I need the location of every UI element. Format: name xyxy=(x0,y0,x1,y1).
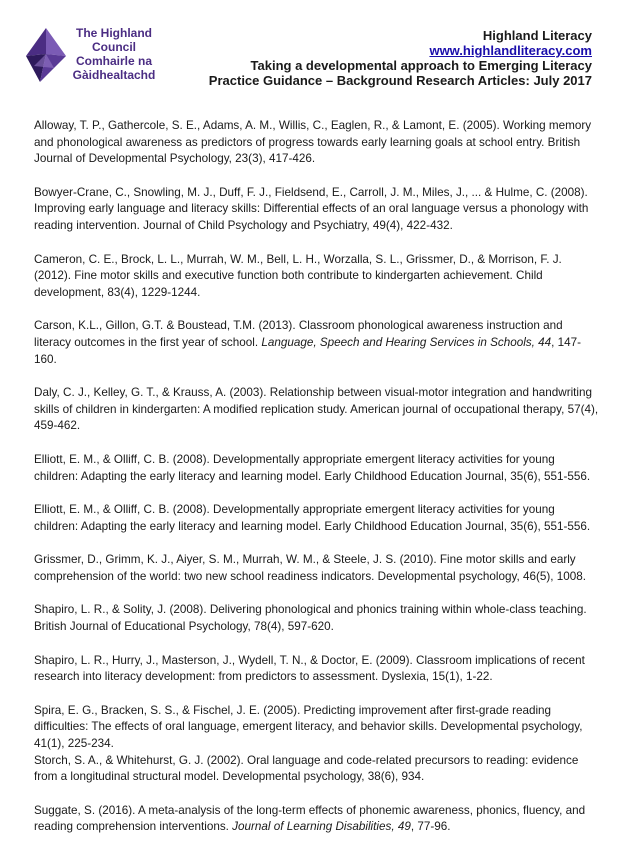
reference-text: Elliott, E. M., & Olliff, C. B. (2008). Developmentally appropriate emergent literacy activities for young children: Adapting the early literacy and learning model. Early Childhood Education Journal, 35(6), 551-556. xyxy=(34,503,591,533)
header-url-link[interactable]: www.highlandliteracy.com xyxy=(429,43,592,58)
reference-entry xyxy=(34,703,599,753)
reference-text: Grissmer, D., Grimm, K. J., Aiyer, S. M., Murrah, W. M., & Steele, J. S. (2010). Fine motor skills and early comprehension of the world: two new school readiness indicators. Developmental psychology, 46(5), 1008. xyxy=(34,553,586,583)
council-logo-icon xyxy=(24,26,68,84)
logo-line-3: Comhairle na xyxy=(75,54,153,68)
logo-line-1: The Highland xyxy=(76,26,152,40)
council-logo xyxy=(24,26,164,86)
header-subtitle-2: Practice Guidance – Background Research Articles: July 2017 xyxy=(208,73,592,88)
reference-text: Shapiro, L. R., Hurry, J., Masterson, J., Wydell, T. N., & Doctor, E. (2009). Classroom implications of recent research into literacy development: from predictors to assessment. Dyslexia, 15(1), 1-22. xyxy=(34,653,585,684)
reference-text: Carson, K.L., Gillon, G.T. & Boustead, T.M. (2013). Classroom phonological awareness instruction and literacy outcomes in the first year of school. xyxy=(34,319,563,349)
reference-text: Cameron, C. E., Brock, L. L., Murrah, W. M., Bell, L. H., Worzalla, S. L., Grissmer, D., & Morrison, F. J. (2012). Fine motor skills and executive function both contribute to kindergarten achievement. Child development, 83(4), 1229-1244. xyxy=(34,252,562,299)
reference-entry xyxy=(34,385,599,435)
reference-entry xyxy=(34,653,599,686)
reference-text: Shapiro, L. R., & Solity, J. (2008). Delivering phonological and phonics training within whole-class teaching. British Journal of Educational Psychology, 78(4), 597-620. xyxy=(34,603,587,634)
reference-journal: Language, Speech and Hearing Services in Schools, 44 xyxy=(261,335,552,349)
reference-entry xyxy=(34,552,599,585)
reference-journal: Journal of Learning Disabilities, 49 xyxy=(232,820,411,834)
reference-text: Elliott, E. M., & Olliff, C. B. (2008). Developmentally appropriate emergent literacy activities for young children: Adapting the early literacy and learning model. Early Childhood Education Journal, 35(6), 551-556. xyxy=(34,452,591,483)
reference-entry xyxy=(34,318,599,368)
reference-text: Suggate, S. (2016). A meta-analysis of the long-term effects of phonemic awareness, phonics, fluency, and reading comprehension interventions. xyxy=(34,803,586,834)
council-logo-text xyxy=(64,26,164,82)
reference-entry xyxy=(34,502,599,535)
reference-text: Spira, E. G., Bracken, S. S., & Fischel, J. E. (2005). Predicting improvement after first-grade reading difficulties: The effects of oral language, emergent literacy, and behavior skills. Developmental psychology, 41(1), 225-234. xyxy=(34,703,583,751)
reference-entry xyxy=(34,602,599,635)
reference-text: Storch, S. A., & Whitehurst, G. J. (2002). Oral language and code-related precursors to reading: evidence from a longitudinal structural model. Developmental psychology, 38(6), 934. xyxy=(34,753,579,784)
reference-pages: , 147-160. xyxy=(34,335,582,366)
header-subtitle-1: Taking a developmental approach to Emerging Literacy xyxy=(250,58,592,73)
reference-pages: , 77-96. xyxy=(410,820,451,834)
logo-line-4: Gàidhealtachd xyxy=(72,68,156,82)
document-header xyxy=(162,28,592,88)
reference-text: Bowyer-Crane, C., Snowling, M. J., Duff, F. J., Fieldsend, E., Carroll, J. M., Miles, J., ... & Hulme, C. (2008). Improving early language and literacy skills: Differential effects of an oral language versus a phonology with reading intervention. Journal of Child Psychology and Psychiatry, 49(4), 422-432. xyxy=(34,185,589,232)
reference-entry xyxy=(34,753,599,786)
header-title: Highland Literacy xyxy=(482,28,592,43)
reference-list xyxy=(34,118,599,853)
reference-entry xyxy=(34,118,599,168)
reference-text: Alloway, T. P., Gathercole, S. E., Adams, A. M., Willis, C., Eaglen, R., & Lamont, E. (2005). Working memory and phonological awareness as predictors of progress towards early learning goals at school entry. British Journal of Developmental Psychology, 23(3), 417-426. xyxy=(34,119,592,166)
reference-entry xyxy=(34,803,599,836)
reference-text: Daly, C. J., Kelley, G. T., & Krauss, A. (2003). Relationship between visual-motor integration and handwriting skills of children in kindergarten: A modified replication study. American journal of occupational therapy, 57(4), 459-462. xyxy=(34,386,599,433)
reference-entry xyxy=(34,452,599,485)
reference-entry xyxy=(34,185,599,235)
reference-entry xyxy=(34,252,599,302)
logo-line-2: Council xyxy=(92,40,136,54)
